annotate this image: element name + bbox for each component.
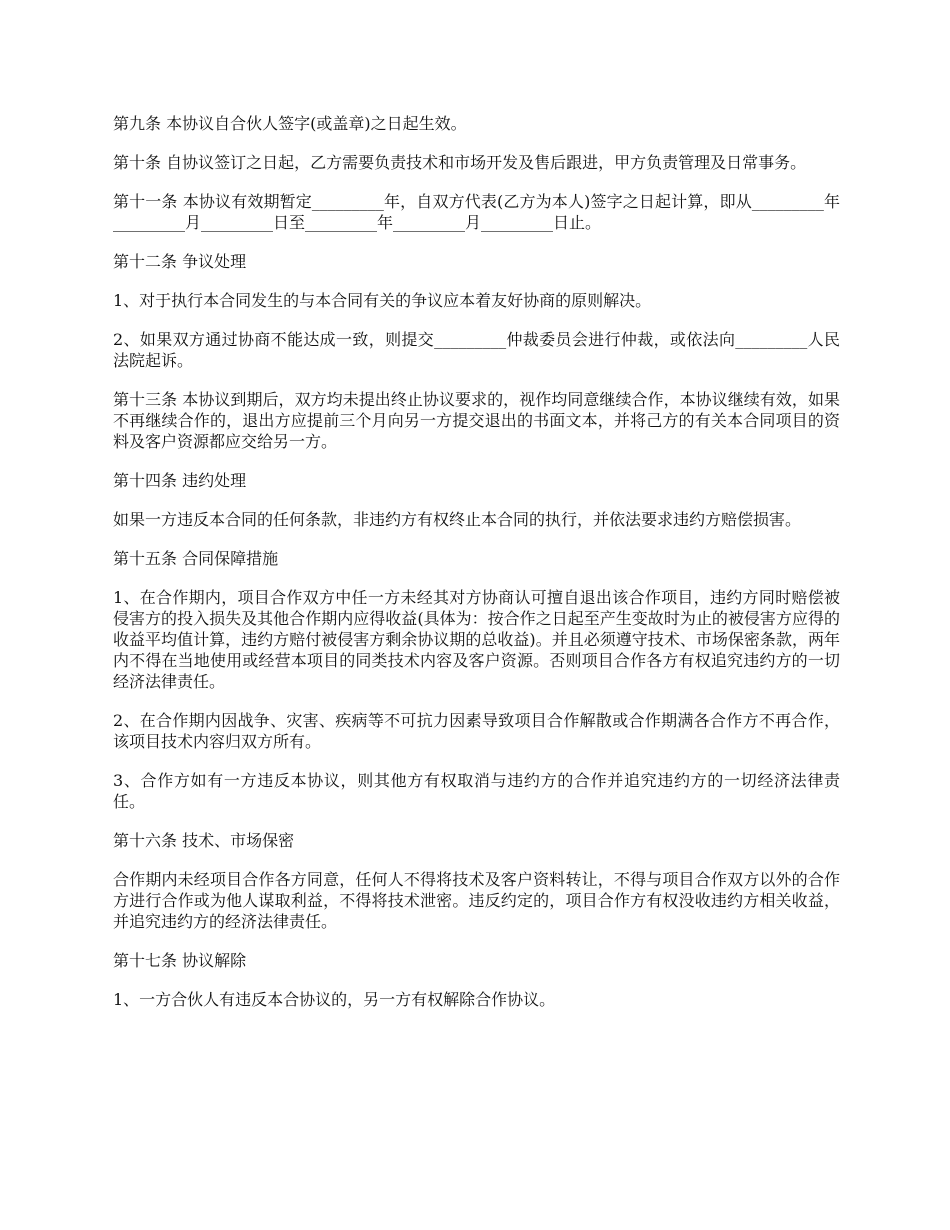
document-page xyxy=(113,113,840,1028)
clause-17-item-1: 1、一方合伙人有违反本合协议的，另一方有权解除合作协议。 xyxy=(113,990,556,1009)
clause-13: 第十三条 本协议到期后，双方均未提出终止协议要求的，视作均同意继续合作，本协议继续有效，如果不再继续合作的，退出方应提前三个月向另一方提交退出的书面文本，并将己方的有关本合同项目的资料及客户资源都应交给另一方。 xyxy=(113,390,840,451)
clause-12-item-1: 1、对于执行本合同发生的与本合同有关的争议应本着友好协商的原则解决。 xyxy=(113,291,652,310)
clause-17-heading: 第十七条 协议解除 xyxy=(113,951,247,970)
clause-14-body: 如果一方违反本合同的任何条款，非违约方有权终止本合同的执行，并依法要求违约方赔偿损害。 xyxy=(113,510,802,529)
clause-12-heading: 第十二条 争议处理 xyxy=(113,252,247,271)
clause-12-item-2: 2、如果双方通过协商不能达成一致，则提交_________仲裁委员会进行仲裁，或依法向_________人民法院起诉。 xyxy=(113,330,840,370)
clause-10: 第十条 自协议签订之日起，乙方需要负责技术和市场开发及售后跟进，甲方负责管理及日常事务。 xyxy=(113,153,807,172)
clause-16-body: 合作期内未经项目合作各方同意，任何人不得将技术及客户资料转让，不得与项目合作双方以外的合作方进行合作或为他人谋取利益，不得将技术泄密。违反约定的，项目合作方有权没收违约方相关收益，并追究违约方的经济法律责任。 xyxy=(113,870,840,931)
clause-16-heading: 第十六条 技术、市场保密 xyxy=(113,831,295,850)
clause-9: 第九条 本协议自合伙人签字(或盖章)之日起生效。 xyxy=(113,114,467,133)
clause-15-item-3: 3、合作方如有一方违反本协议，则其他方有权取消与违约方的合作并追究违约方的一切经济法律责任。 xyxy=(113,771,840,811)
clause-14-heading: 第十四条 违约处理 xyxy=(113,471,247,490)
clause-15-item-1: 1、在合作期内，项目合作双方中任一方未经其对方协商认可擅自退出该合作项目，违约方同时赔偿被侵害方的投入损失及其他合作期内应得收益(具体为：按合作之日起至产生变故时为止的被侵害方应得的收益平均值计算，违约方赔付被侵害方剩余协议期的总收益)。并且必须遵守技术、市场保密条款，两年内不得在当地使用或经营本项目的同类技术内容及客户资源。否则项目合作各方有权追究违约方的一切经济法律责任。 xyxy=(113,588,840,691)
clause-15-heading: 第十五条 合同保障措施 xyxy=(113,549,279,568)
clause-15-item-2: 2、在合作期内因战争、灾害、疾病等不可抗力因素导致项目合作解散或合作期满各合作方不再合作，该项目技术内容归双方所有。 xyxy=(113,711,840,751)
clause-11: 第十一条 本协议有效期暂定_________年，自双方代表(乙方为本人)签字之日起计算，即从_________年_________月_________日至_________年_________月_________日止。 xyxy=(113,192,840,232)
